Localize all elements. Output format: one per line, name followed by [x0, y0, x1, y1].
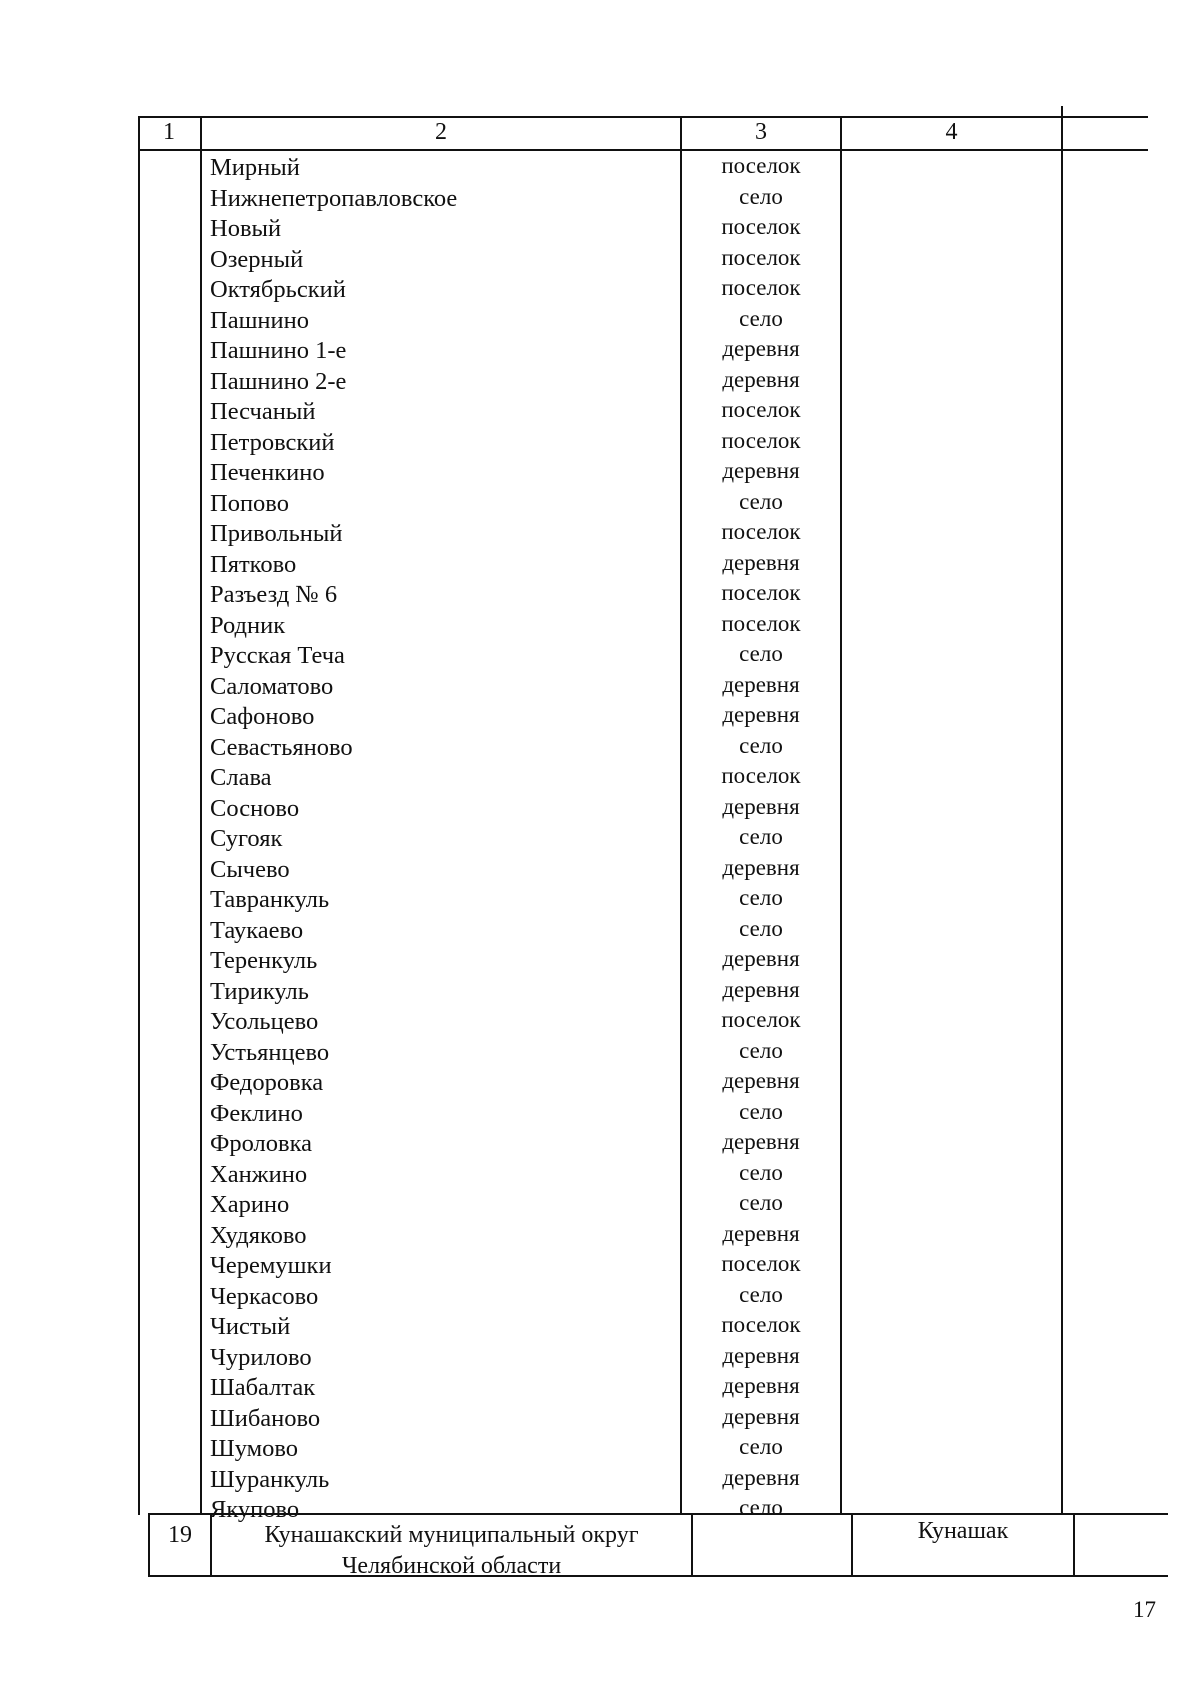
settlement-type: село: [739, 1159, 783, 1185]
settlement-name: Саломатово: [210, 672, 334, 700]
settlement-name: Привольный: [210, 520, 343, 547]
settlement-name: Разъезд № 6: [210, 581, 338, 608]
settlement-type: село: [739, 1190, 783, 1215]
page-number: 17: [1133, 1597, 1156, 1622]
table-right-border: [1061, 106, 1063, 1515]
settlement-name: Таукаево: [210, 916, 304, 944]
row-19-number: 19: [168, 1522, 192, 1548]
settlement-name: Попово: [210, 489, 289, 517]
settlement-name: Устьянцево: [210, 1038, 330, 1066]
settlement-name: Теренкуль: [210, 947, 318, 974]
settlement-name: Сафоново: [210, 703, 315, 730]
settlement-type: деревня: [722, 366, 800, 392]
settlement-type: деревня: [722, 549, 800, 575]
settlement-type: село: [739, 1037, 783, 1063]
settlement-name: Петровский: [210, 428, 335, 456]
settlement-name: Шибаново: [210, 1404, 321, 1432]
settlement-type: деревня: [722, 1373, 800, 1398]
settlement-type: поселок: [721, 214, 801, 239]
settlement-type: поселок: [721, 1251, 801, 1276]
settlement-name: Шабалтак: [210, 1374, 316, 1401]
header-col-3: 3: [755, 119, 767, 145]
settlement-type: деревня: [722, 1220, 800, 1246]
settlement-name: Федоровка: [210, 1069, 324, 1096]
settlement-name: Ханжино: [210, 1160, 308, 1188]
col3-divider: [840, 116, 842, 1515]
settlement-type: деревня: [722, 1129, 800, 1154]
settlement-type: деревня: [722, 793, 800, 819]
settlement-name-list: [210, 153, 457, 1526]
settlement-name: Мирный: [210, 154, 300, 181]
settlement-name: Пашнино: [210, 306, 310, 334]
settlement-type: поселок: [721, 763, 801, 788]
settlement-name: Сосново: [210, 794, 300, 822]
header-bottom-border: [138, 149, 1148, 151]
settlement-name: Якупово: [210, 1496, 300, 1523]
settlement-type: деревня: [722, 702, 800, 727]
settlement-type: поселок: [721, 427, 801, 453]
settlement-name: Новый: [210, 215, 282, 242]
settlement-type: поселок: [721, 519, 801, 544]
settlement-name: Пашнино 2-е: [210, 367, 347, 395]
table-left-border: [138, 116, 140, 1515]
settlement-name: Слава: [210, 764, 272, 791]
settlement-name: Пятково: [210, 550, 297, 578]
settlement-type: поселок: [721, 244, 801, 270]
settlement-type: село: [739, 915, 783, 941]
settlement-name: Феклино: [210, 1099, 303, 1127]
settlement-type: поселок: [721, 580, 801, 605]
settlement-name: Худяково: [210, 1221, 307, 1249]
row-19-municipality-name: [212, 1520, 691, 1582]
settlement-type: деревня: [722, 1403, 800, 1429]
settlement-name: Усольцево: [210, 1008, 319, 1035]
header-col-2: 2: [435, 119, 447, 145]
settlement-type: село: [739, 641, 783, 666]
settlement-type: село: [739, 183, 783, 209]
settlement-type-list: [682, 151, 840, 1524]
settlement-name: Харино: [210, 1191, 290, 1218]
settlement-type: деревня: [722, 946, 800, 971]
municipality-name-line1: Кунашакский муниципальный округ: [264, 1522, 639, 1548]
settlement-name: Фроловка: [210, 1130, 312, 1157]
settlement-name: Тирикуль: [210, 977, 309, 1005]
settlement-type: село: [739, 1434, 783, 1459]
settlement-name: Тавранкуль: [210, 886, 330, 913]
settlement-type: село: [739, 305, 783, 331]
header-col-1: 1: [163, 119, 175, 145]
settlement-type: деревня: [722, 976, 800, 1002]
settlement-name: Родник: [210, 611, 286, 639]
settlement-name: Чурилово: [210, 1343, 312, 1371]
settlement-type: деревня: [722, 1464, 800, 1490]
settlement-type: деревня: [722, 854, 800, 880]
settlement-type: деревня: [722, 336, 800, 361]
row-19-administrative-center: Кунашак: [917, 1518, 1009, 1544]
settlement-name: Черемушки: [210, 1252, 332, 1279]
settlement-type: село: [739, 1495, 783, 1520]
settlement-name: Пашнино 1-е: [210, 337, 347, 364]
settlement-name: Севастьяново: [210, 733, 353, 761]
settlement-name: Шумово: [210, 1435, 299, 1462]
settlement-type: поселок: [721, 610, 801, 636]
settlement-name: Октябрьский: [210, 276, 346, 303]
settlement-type: деревня: [722, 1068, 800, 1093]
settlement-name: Сычево: [210, 855, 290, 883]
settlement-type: деревня: [722, 671, 800, 697]
settlement-name: Печенкино: [210, 459, 325, 486]
row19-right-border: [1073, 1513, 1075, 1577]
settlement-type: село: [739, 732, 783, 758]
settlement-type: село: [739, 1098, 783, 1124]
settlement-name: Сугояк: [210, 825, 283, 852]
settlement-name: Озерный: [210, 245, 304, 273]
settlement-name: Нижнепетропавловское: [210, 184, 458, 212]
header-col-4: 4: [945, 119, 958, 145]
settlement-type: деревня: [722, 1342, 800, 1368]
settlement-type: село: [739, 885, 783, 910]
municipality-name-line2: Челябинской области: [341, 1553, 562, 1579]
settlement-name: Русская Теча: [210, 642, 345, 669]
settlement-name: Чистый: [210, 1313, 291, 1340]
settlement-type: село: [739, 1281, 783, 1307]
settlement-type: поселок: [721, 1007, 801, 1032]
settlement-type: поселок: [721, 1312, 801, 1337]
settlement-name: Песчаный: [210, 398, 316, 425]
settlement-type: село: [739, 824, 783, 849]
settlement-type: село: [739, 488, 783, 514]
settlement-name: Шуранкуль: [210, 1465, 330, 1493]
settlement-name: Черкасово: [210, 1282, 319, 1310]
settlement-type: поселок: [721, 397, 801, 422]
col1-divider: [200, 116, 202, 1515]
settlement-type: поселок: [721, 153, 801, 178]
settlement-type: деревня: [722, 458, 800, 483]
settlement-type: поселок: [721, 275, 801, 300]
